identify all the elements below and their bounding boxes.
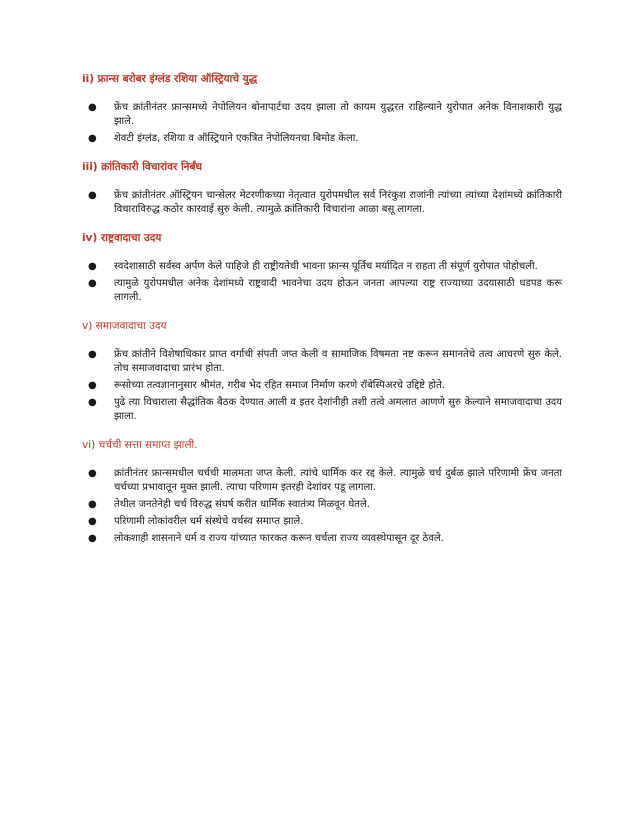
- bullet-list: [82, 101, 562, 146]
- bullet-icon: ●: [88, 499, 97, 510]
- bullet-list: [82, 348, 562, 424]
- bullet-list: [82, 189, 562, 217]
- list-item: [82, 101, 562, 129]
- bullet-icon: ●: [88, 278, 97, 289]
- section: [82, 231, 562, 305]
- list-item-text: फ्रेंच क्रांतीनंतर ऑस्ट्रियन चान्सेलर मेटरणीकच्या नेतृत्वात युरोपमधील सर्व निरंकुश राजांनी त्यांच्या त्यांच्या देशांमध्ये क्रांतिकारी विचाराविरुद्ध कठोर कारवाई सुरु केली. त्यामुळे क्रांतिकारी विचारांना आळा बसू लागला.: [114, 190, 562, 215]
- list-item: [82, 379, 562, 393]
- bullet-icon: ●: [88, 468, 97, 479]
- bullet-icon: ●: [88, 380, 97, 391]
- bullet-icon: ●: [88, 533, 97, 544]
- list-item-text: शेवटी इंग्लंड, रशिया व ऑस्ट्रियाने एकत्रित नेपोलियनचा बिमोड केला.: [114, 133, 359, 144]
- list-item-text: फ्रेंच क्रांतीने विशेषाधिकार प्राप्त वर्गाची संपती जप्त केली व सामाजिक विषमता नष्ट करून समानतेचे तत्व आचरणे सुरु केले. तोच समाजवादाचा प्रारंभ होता.: [114, 349, 562, 374]
- bullet-icon: ●: [88, 349, 97, 360]
- list-item-text: रूसोच्या तत्वज्ञानानुसार श्रीमंत, गरीब भेद रहित समाज निर्माण करणे रॉबेस्पिअरचे उद्दिष्टे होते.: [114, 380, 445, 391]
- bullet-icon: ●: [88, 102, 97, 113]
- bullet-list: [82, 467, 562, 546]
- list-item: [82, 396, 562, 424]
- list-item: [82, 132, 562, 146]
- list-item: [82, 532, 562, 546]
- section: [82, 319, 562, 424]
- list-item-text: त्यामुळे युरोपमधील अनेक देशांमध्ये राष्ट्रवादी भावनेचा उदय होऊन जनता आपल्या राष्ट्र राज्याच्या उदयासाठी धडपड करू लागली.: [114, 278, 562, 303]
- section-heading: vi) चर्चची सत्ता समाप्त झाली.: [82, 439, 198, 451]
- section-heading: iii) क्रांतिकारी विचारांवर निर्बंध: [82, 161, 202, 173]
- list-item: [82, 260, 562, 274]
- bullet-icon: ●: [88, 516, 97, 527]
- bullet-icon: ●: [88, 190, 97, 201]
- list-item-text: पुढे त्या विचाराला सैद्धांतिक बैठक देण्यात आली व इतर देशांनीही तशी तत्वे अमलात आणणे सुरु केल्याने समाजवादाचा उदय झाला.: [114, 397, 562, 422]
- list-item-text: परिणामी लोकांवरील धर्म संस्थेचे वर्चस्व समाप्त झाले.: [114, 516, 304, 527]
- document-page: [82, 72, 562, 560]
- section-heading: ii) फ्रान्स बरोबर इंग्लंड रशिया ऑस्ट्रियाचे युद्ध: [82, 73, 258, 85]
- bullet-icon: ●: [88, 261, 97, 272]
- list-item: [82, 467, 562, 495]
- list-item: [82, 189, 562, 217]
- list-item-text: फ्रेंच क्रांतीनंतर फ्रान्समध्ये नेपोलियन बोनापार्टचा उदय झाला तो कायम युद्धरत राहिल्याने युरोपात अनेक विनाशकारी युद्ध झाले.: [114, 102, 562, 127]
- bullet-list: [82, 260, 562, 305]
- list-item-text: स्वदेशासाठी सर्वस्व अर्पण केले पाहिजे ही राष्ट्रीयतेची भावना फ्रान्स पूर्तिच मर्यादित न राहता ती संपूर्ण युरोपात पोहोचली.: [114, 261, 538, 272]
- section: [82, 72, 562, 146]
- list-item-text: तेथील जनतेनेही चर्च विरुद्ध संघर्ष करीत धार्मिक स्वातंत्र्य मिळवून घेतले.: [114, 499, 370, 510]
- list-item: [82, 515, 562, 529]
- list-item: [82, 348, 562, 376]
- list-item: [82, 277, 562, 305]
- section: [82, 438, 562, 546]
- section-heading: iv) राष्ट्रवादाचा उदय: [82, 232, 162, 244]
- list-item: [82, 498, 562, 512]
- bullet-icon: ●: [88, 397, 97, 408]
- list-item-text: लोकशाही शासनाने धर्म व राज्य यांच्यात फारकत करून चर्चला राज्य व्यवस्थेपासून दूर ठेवले.: [114, 533, 444, 544]
- list-item-text: क्रांतीनंतर फ्रान्समधील चर्चची मालमता जप्त केली. त्यांचे धार्मिक कर रद्द केले. त्यामुळे चर्च दुर्बळ झाले परिणामी फ्रेंच जनता चर्चच्या प्रभावातून मुक्त झाली. त्याचा परिणाम इतरही देशांवर पडू लागला.: [114, 468, 562, 493]
- section-heading: v) समाजवादाचा उदय: [82, 320, 167, 332]
- bullet-icon: ●: [88, 133, 97, 144]
- section: [82, 160, 562, 217]
